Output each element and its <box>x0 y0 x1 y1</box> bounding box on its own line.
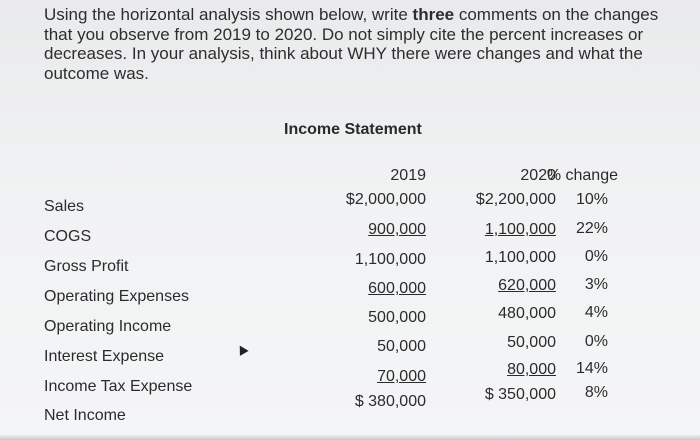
row-label-income-tax-expense: Income Tax Expense <box>44 378 193 395</box>
value-2020-gross-profit: 1,100,000 <box>484 249 556 266</box>
value-2019-gross-profit: 1,100,000 <box>354 251 426 268</box>
value-2020-income-tax-expense: 80,000 <box>507 361 556 378</box>
value-2019-cogs: 900,000 <box>368 221 426 238</box>
pct-change-sales: 10% <box>575 191 608 208</box>
pct-change-operating-income: 4% <box>584 304 608 321</box>
col-header-2020: 2020 <box>520 167 556 184</box>
col-header-2019: 2019 <box>390 167 426 184</box>
value-2019-interest-expense: 50,000 <box>377 338 426 355</box>
row-label-sales: Sales <box>44 198 85 215</box>
row-label-interest-expense: Interest Expense <box>44 348 165 365</box>
value-2020-sales: $2,200,000 <box>475 191 556 208</box>
photo-bottom-edge <box>0 434 700 440</box>
question-part-1: Using the horizontal analysis shown below, write <box>44 5 413 24</box>
pct-change-net-income: 8% <box>584 384 608 401</box>
value-2020-operating-income: 480,000 <box>498 305 556 322</box>
row-label-operating-income: Operating Income <box>44 318 172 335</box>
question-emphasis: three <box>412 5 455 24</box>
income-statement-title: Income Statement <box>284 121 422 138</box>
pct-change-cogs: 22% <box>575 220 608 237</box>
row-label-cogs: COGS <box>44 228 92 245</box>
value-2019-operating-expenses: 600,000 <box>368 280 426 297</box>
value-2020-operating-expenses: 620,000 <box>498 277 556 294</box>
row-label-gross-profit: Gross Profit <box>44 258 129 275</box>
pct-change-gross-profit: 0% <box>584 248 608 265</box>
question-part-2: comments on the changes that you observe from 2019 to 2020. Do not simply cite the percent increases or decreases. In your analysis, think about WHY there were changes and what the outcome was. <box>44 5 659 83</box>
pct-change-operating-expenses: 3% <box>584 276 608 293</box>
question-text <box>44 5 664 83</box>
pct-change-income-tax-expense: 14% <box>575 360 608 377</box>
col-header-change: % change <box>546 167 618 184</box>
value-2019-operating-income: 500,000 <box>368 309 426 326</box>
value-2019-net-income: $ 380,000 <box>354 393 426 410</box>
value-2019-income-tax-expense: 70,000 <box>377 368 426 385</box>
row-label-net-income: Net Income <box>44 407 126 424</box>
pct-change-interest-expense: 0% <box>584 333 608 350</box>
value-2020-net-income: $ 350,000 <box>484 386 556 403</box>
value-2019-sales: $2,000,000 <box>345 191 426 208</box>
value-2020-interest-expense: 50,000 <box>507 334 556 351</box>
value-2020-cogs: 1,100,000 <box>484 221 556 238</box>
row-label-operating-expenses: Operating Expenses <box>44 288 189 305</box>
